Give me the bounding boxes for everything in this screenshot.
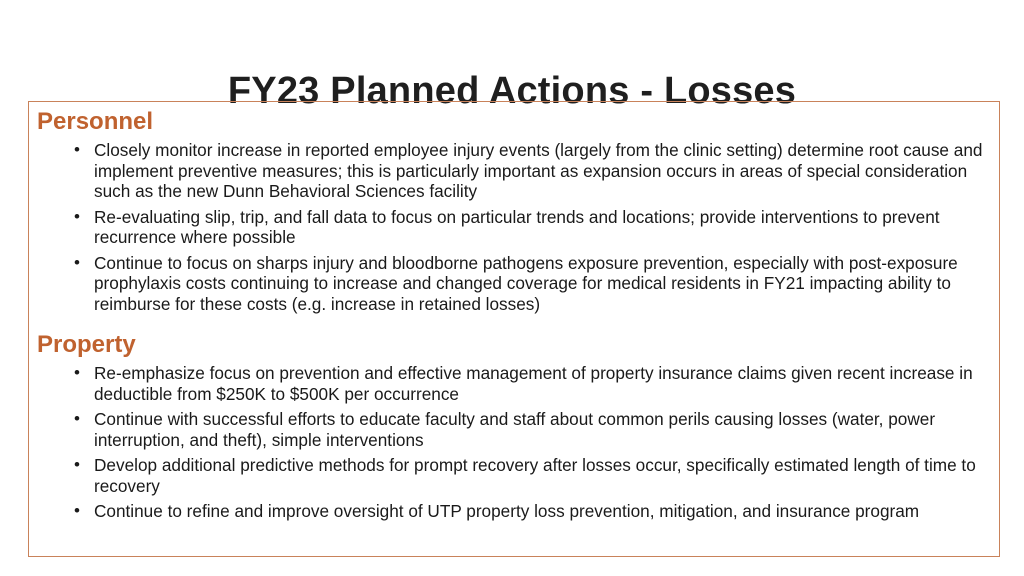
content-box xyxy=(28,101,1000,557)
property-heading: Property xyxy=(37,331,136,358)
bullet-text: Continue with successful efforts to educate faculty and staff about common perils causing losses (water, power interruption, and theft), simple interventions xyxy=(94,409,936,450)
personnel-bullet-list xyxy=(37,140,993,314)
personnel-heading: Personnel xyxy=(37,108,154,135)
list-item xyxy=(37,501,993,522)
bullet-text: Continue to focus on sharps injury and bloodborne pathogens exposure prevention, especially with post-exposure prophylaxis costs continuing to increase and changed coverage for medical residents in FY21 impacting ability to reimburse for these costs (e.g. increase in retained losses) xyxy=(94,252,958,314)
bullet-icon: • xyxy=(74,363,80,382)
list-item xyxy=(37,363,993,404)
bullet-text: Re-emphasize focus on prevention and effective management of property insurance claims given recent increase in deductible from $250K to $500K per occurrence xyxy=(94,363,973,404)
personnel-section xyxy=(37,106,993,319)
slide-title: FY23 Planned Actions - Losses xyxy=(227,70,797,113)
property-bullet-list xyxy=(37,363,993,522)
property-section xyxy=(37,329,993,527)
bullet-icon: • xyxy=(74,140,80,159)
list-item xyxy=(37,207,993,248)
bullet-text: Develop additional predictive methods for prompt recovery after losses occur, specifically estimated length of time to recovery xyxy=(94,455,976,496)
bullet-icon: • xyxy=(74,409,80,428)
bullet-text: Closely monitor increase in reported employee injury events (largely from the clinic setting) determine root cause and implement preventive measures; this is particularly important as expansion occurs in areas of special consideration such as the new Dunn Behavioral Sciences facility xyxy=(94,140,983,201)
bullet-icon: • xyxy=(74,455,80,474)
bullet-text: Continue to refine and improve oversight of UTP property loss prevention, mitigation, and insurance program xyxy=(94,501,920,521)
list-item xyxy=(37,140,993,202)
bullet-icon: • xyxy=(74,501,80,520)
bullet-icon: • xyxy=(74,252,80,272)
list-item xyxy=(37,409,993,450)
bullet-text: Re-evaluating slip, trip, and fall data to focus on particular trends and locations; provide interventions to prevent recurrence where possible xyxy=(94,206,940,247)
list-item xyxy=(37,455,993,496)
bullet-icon: • xyxy=(74,206,80,226)
list-item xyxy=(37,253,993,315)
